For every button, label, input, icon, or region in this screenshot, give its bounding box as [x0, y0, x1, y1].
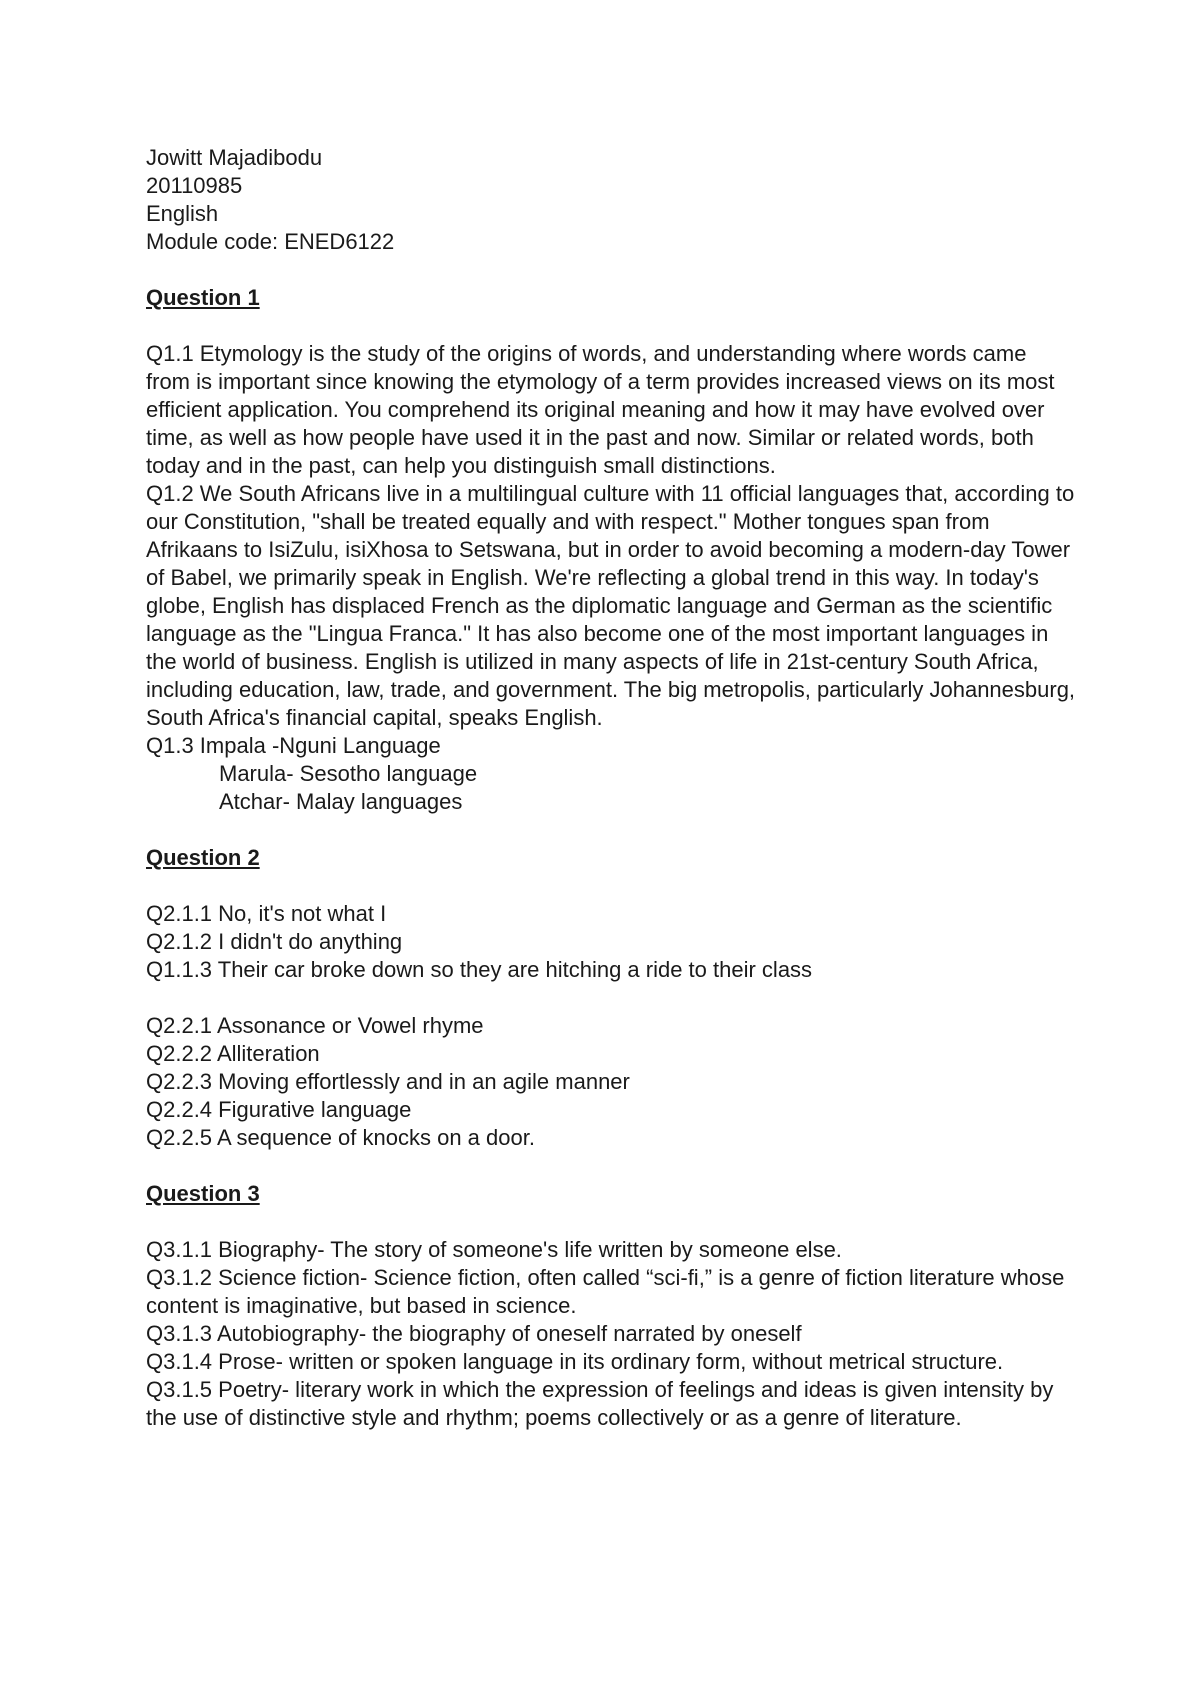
spacer [146, 312, 1076, 340]
answer-q1-1-3: Q1.1.3 Their car broke down so they are hitching a ride to their class [146, 957, 813, 982]
answer-q2-2-2: Q2.2.2 Alliteration [146, 1041, 320, 1066]
module-code: Module code: ENED6122 [146, 229, 395, 254]
spacer [146, 256, 1076, 284]
question-1-heading: Question 1 [146, 285, 260, 310]
student-number: 20110985 [146, 173, 243, 198]
document-page [146, 144, 1076, 1432]
answer-q1-3-item: Atchar- Malay languages [219, 789, 463, 814]
answer-q1-1: Q1.1 Etymology is the study of the origins of words, and understanding where words came from is important since knowing the etymology of a term provides increased views on its most efficient application. You comprehend its original meaning and how it may have evolved over time, as well as how people have used it in the past and now. Similar or related words, both today and in the past, can help you distinguish small distinctions. [146, 341, 1055, 478]
spacer [146, 1152, 1076, 1180]
answer-q3-1-1: Q3.1.1 Biography- The story of someone's life written by someone else. [146, 1237, 842, 1262]
answer-q1-3-item: Marula- Sesotho language [219, 761, 478, 786]
answer-q3-1-4: Q3.1.4 Prose- written or spoken language in its ordinary form, without metrical structure. [146, 1349, 1004, 1374]
answer-q3-1-5: Q3.1.5 Poetry- literary work in which the expression of feelings and ideas is given intensity by the use of distinctive style and rhythm; poems collectively or as a genre of literature. [146, 1377, 1054, 1430]
question-2-heading: Question 2 [146, 845, 260, 870]
answer-q2-2-1: Q2.2.1 Assonance or Vowel rhyme [146, 1013, 484, 1038]
student-name: Jowitt Majadibodu [146, 145, 323, 170]
answer-q2-2-5: Q2.2.5 A sequence of knocks on a door. [146, 1125, 535, 1150]
subject: English [146, 201, 219, 226]
answer-q2-1-2: Q2.1.2 I didn't do anything [146, 929, 403, 954]
answer-q1-2: Q1.2 We South Africans live in a multilingual culture with 11 official languages that, according to our Constitution, "shall be treated equally and with respect." Mother tongues span from Afrikaans to IsiZulu, isiXhosa to Setswana, but in order to avoid becoming a modern-day Tower of Babel, we primarily speak in English. We're reflecting a global trend in this way. In today's globe, English has displaced French as the diplomatic language and German as the scientific language as the "Lingua Franca." It has also become one of the most important languages in the world of business. English is utilized in many aspects of life in 21st-century South Africa, including education, law, trade, and government. The big metropolis, particularly Johannesburg, South Africa's financial capital, speaks English. [146, 481, 1076, 730]
answer-q1-3: Q1.3 Impala -Nguni Language [146, 733, 441, 758]
question-3-heading: Question 3 [146, 1181, 260, 1206]
answer-q3-1-3: Q3.1.3 Autobiography- the biography of oneself narrated by oneself [146, 1321, 802, 1346]
answer-q2-1-1: Q2.1.1 No, it's not what I [146, 901, 387, 926]
answer-q2-2-3: Q2.2.3 Moving effortlessly and in an agile manner [146, 1069, 630, 1094]
spacer [146, 816, 1076, 844]
spacer [146, 984, 1076, 1012]
answer-q3-1-2: Q3.1.2 Science fiction- Science fiction, often called “sci-fi,” is a genre of fiction literature whose content is imaginative, but based in science. [146, 1265, 1065, 1318]
spacer [146, 1208, 1076, 1236]
answer-q2-2-4: Q2.2.4 Figurative language [146, 1097, 412, 1122]
spacer [146, 872, 1076, 900]
